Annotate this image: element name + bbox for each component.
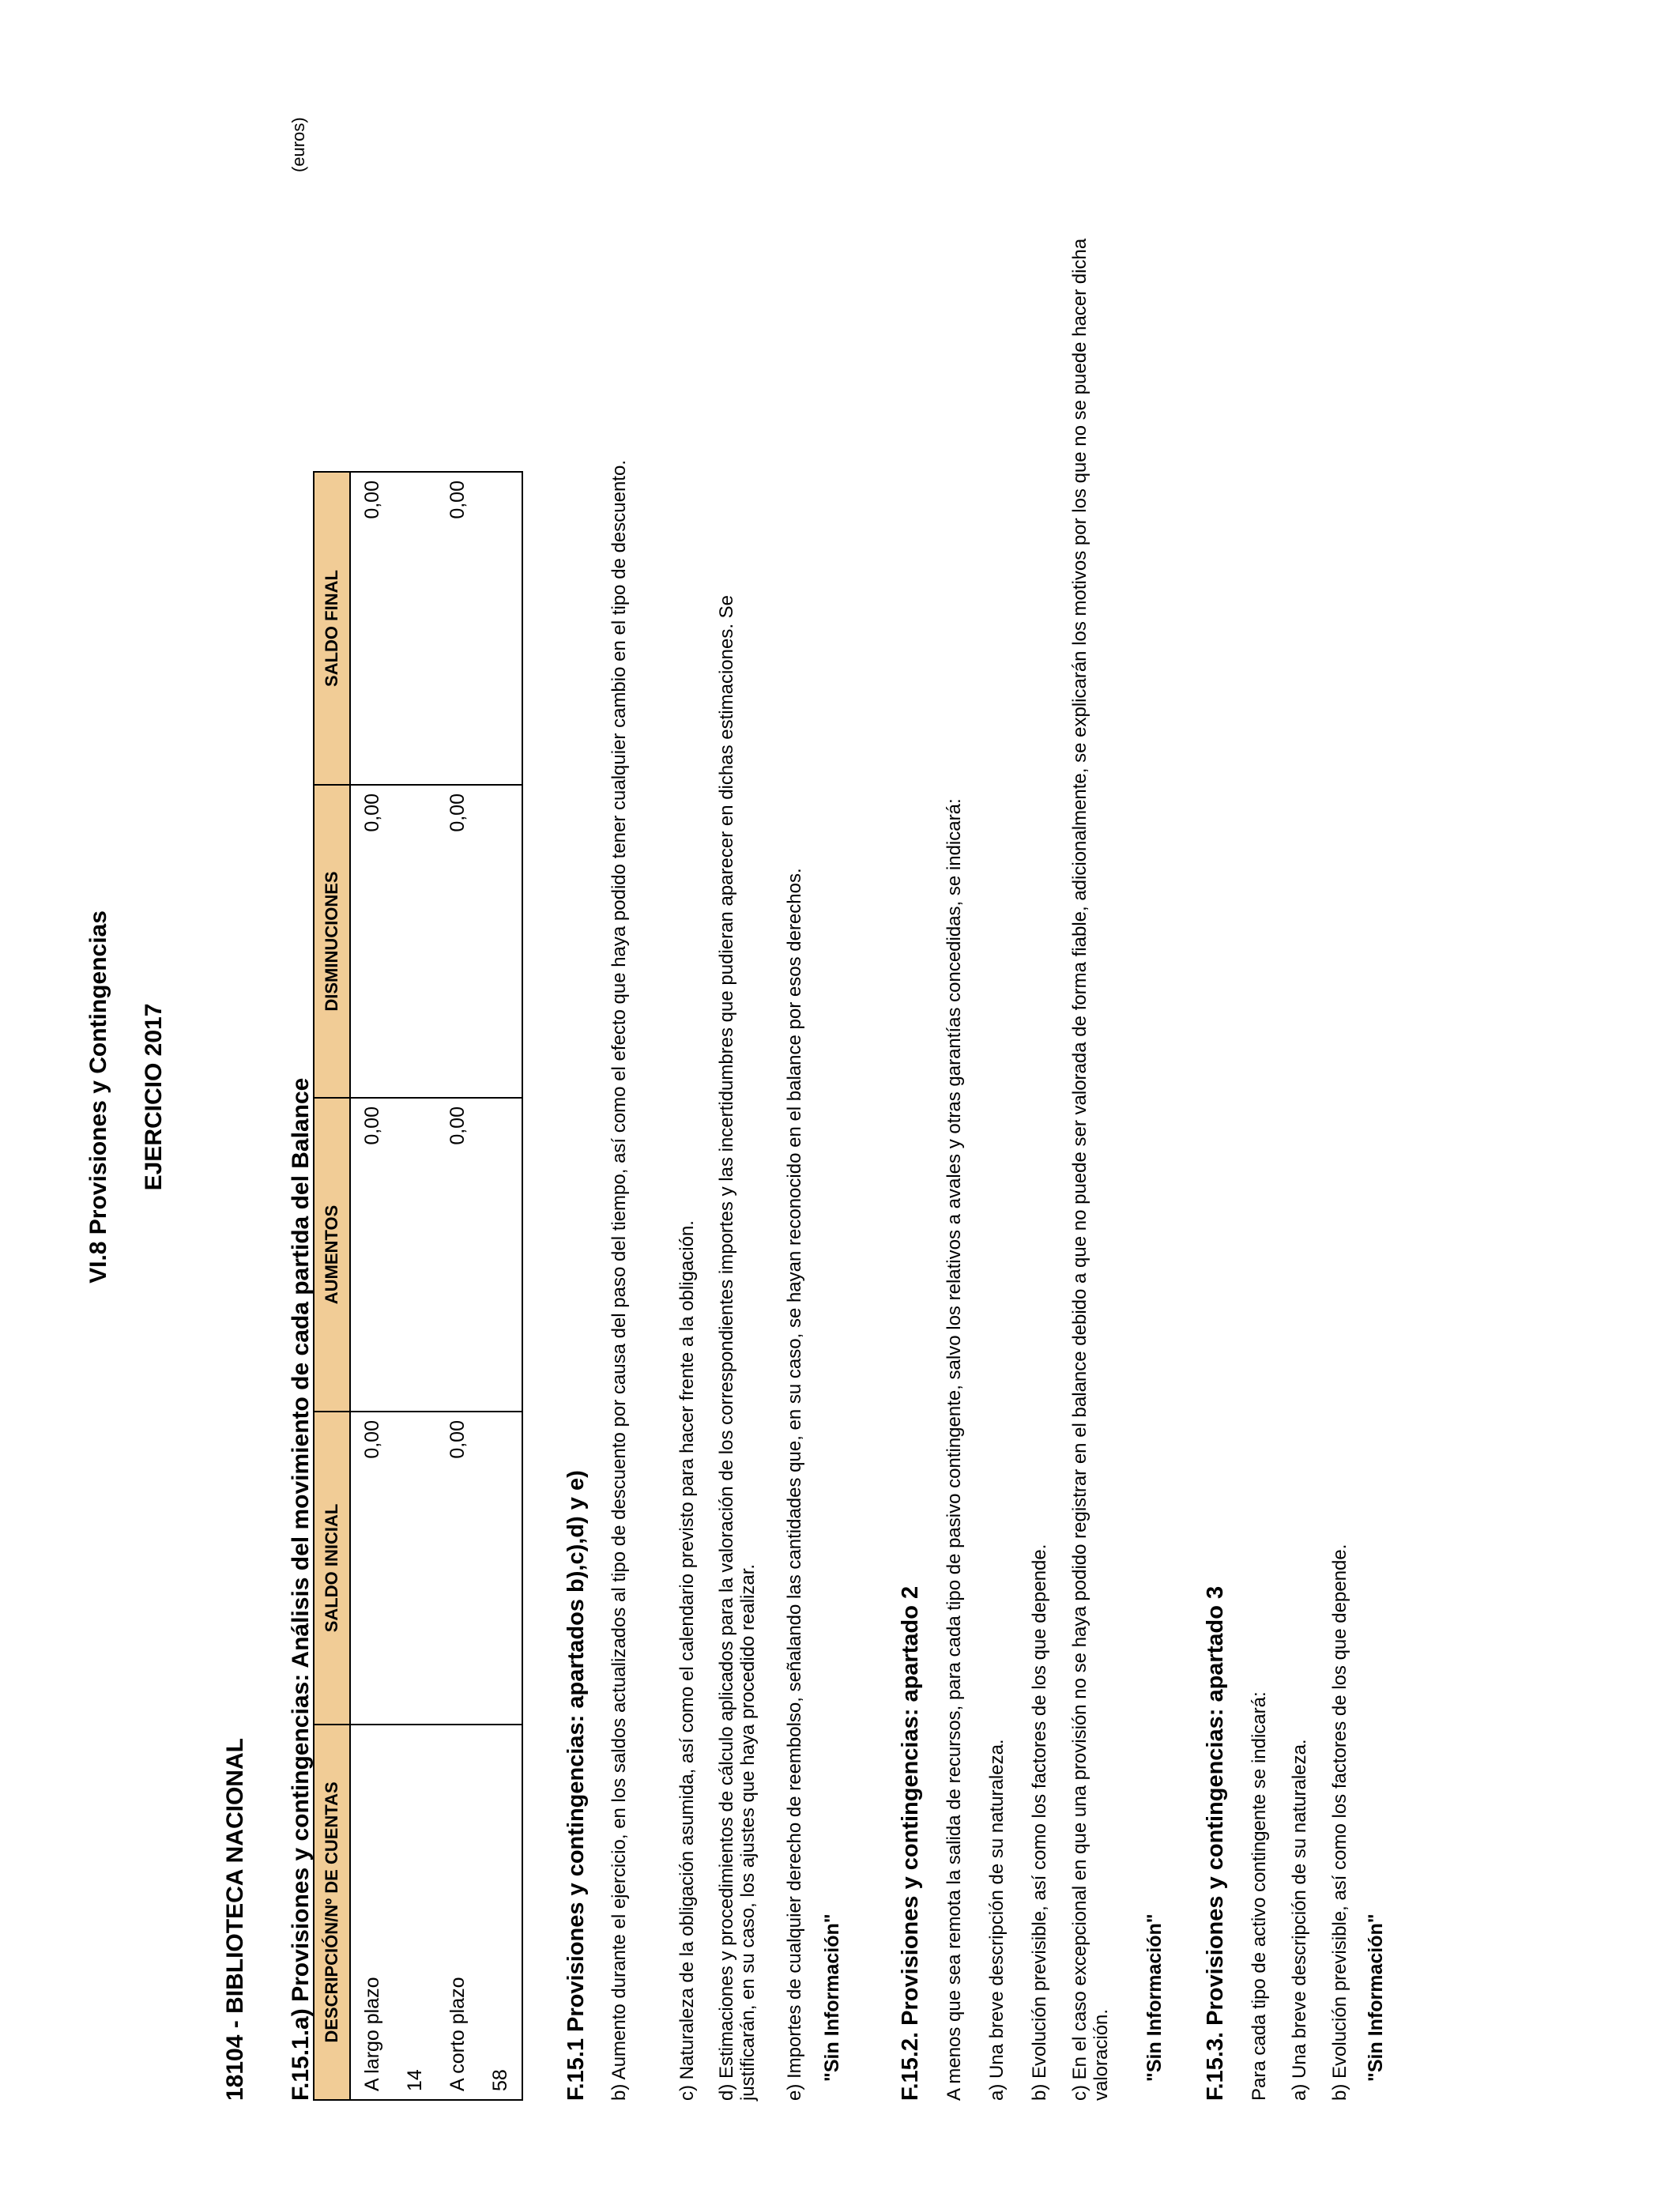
row-1-disminuciones: 0,00	[361, 794, 383, 832]
table-header-row	[314, 472, 350, 2100]
section-2-item-b: b) Evolución previsible, así como los factores de los que depende.	[1029, 1544, 1050, 2101]
row-1-aumentos: 0,00	[361, 1106, 383, 1145]
entity-name: 18104 - BIBLIOTECA NACIONAL	[222, 1738, 248, 2101]
descripcion-cell	[350, 1725, 522, 2100]
row-1-label: A largo plazo	[361, 1977, 383, 2091]
table-data-row	[350, 472, 522, 2100]
row-2-aumentos: 0,00	[446, 1106, 469, 1145]
col-header-saldo-inicial: SALDO INICIAL	[314, 1412, 350, 1725]
row-2-saldo-final: 0,00	[446, 481, 469, 519]
page-subtitle: EJERCICIO 2017	[141, 1003, 167, 1191]
section-1-item-c: c) Naturaleza de la obligación asumida, así como el calendario previsto para hacer frente a la obligación.	[676, 1220, 698, 2101]
saldo-inicial-cell	[350, 1412, 522, 1725]
row-1-saldo-inicial: 0,00	[361, 1420, 383, 1459]
section-1-sin-informacion: "Sin Información"	[821, 1913, 843, 2082]
row-2-saldo-inicial: 0,00	[446, 1420, 469, 1459]
section-2-item-c: c) En el caso excepcional en que una provisión no se haya podido registrar en el balance debido a que no puede ser valorada de forma fiable, adicionalmente, se explicarán los motivos por los que no se puede hacer dicha valoración.	[1069, 238, 1112, 2101]
col-header-disminuciones: DISMINUCIONES	[314, 785, 350, 1098]
col-header-descripcion: DESCRIPCIÓN/Nº DE CUENTAS	[314, 1725, 350, 2100]
saldo-final-cell	[350, 472, 522, 785]
col-header-aumentos: AUMENTOS	[314, 1098, 350, 1412]
section-1-item-d: d) Estimaciones y procedimientos de cálculo aplicados para la valoración de los correspondientes importes y las incertidumbres que pudieran aparecer en dichas estimaciones. Se justificarán, en su caso, los ajustes que haya procedido realizar.	[716, 594, 759, 2101]
aumentos-cell	[350, 1098, 522, 1412]
section-a-heading: F.15.1.a) Provisiones y contingencias: Análisis del movimiento de cada partida del Balance	[288, 1077, 314, 2101]
provisions-table	[313, 471, 523, 2101]
section-2-heading: F.15.2. Provisiones y contingencias: apartado 2	[898, 1585, 923, 2101]
units-label: (euros)	[288, 117, 308, 172]
section-1-item-e: e) Importes de cualquier derecho de reembolso, señalando las cantidades que, en su caso, se hayan reconocido en el balance por esos derechos.	[784, 868, 805, 2101]
section-3-intro: Para cada tipo de activo contingente se indicará:	[1249, 1691, 1270, 2101]
col-header-saldo-final: SALDO FINAL	[314, 472, 350, 785]
section-3-heading: F.15.3. Provisiones y contingencias: apartado 3	[1203, 1585, 1228, 2101]
disminuciones-cell	[350, 785, 522, 1098]
row-2-disminuciones: 0,00	[446, 794, 469, 832]
section-2-intro: A menos que sea remota la salida de recursos, para cada tipo de pasivo contingente, salvo los relativos a avales y otras garantías concedidas, se indicará:	[944, 798, 965, 2101]
section-1-heading: F.15.1 Provisiones y contingencias: apartados b),c),d) y e)	[563, 1470, 589, 2101]
row-1-account: 14	[404, 2069, 426, 2091]
section-1-item-b: b) Aumento durante el ejercicio, en los saldos actualizados al tipo de descuento por causa del paso del tiempo, así como el efecto que haya podido tener cualquier cambio en el tipo de descuento.	[608, 460, 630, 2101]
row-2-account: 58	[489, 2069, 511, 2091]
page-title: VI.8 Provisiones y Contingencias	[85, 910, 111, 1284]
section-2-sin-informacion: "Sin Información"	[1143, 1913, 1166, 2082]
section-2-item-a: a) Una breve descripción de su naturaleza.	[986, 1739, 1008, 2101]
row-1-saldo-final: 0,00	[361, 481, 383, 519]
section-3-item-a: a) Una breve descripción de su naturaleza.	[1289, 1739, 1310, 2101]
section-3-item-b: b) Evolución previsible, así como los factores de los que depende.	[1329, 1544, 1350, 2101]
section-3-sin-informacion: "Sin Información"	[1365, 1913, 1387, 2082]
row-2-label: A corto plazo	[446, 1977, 469, 2091]
